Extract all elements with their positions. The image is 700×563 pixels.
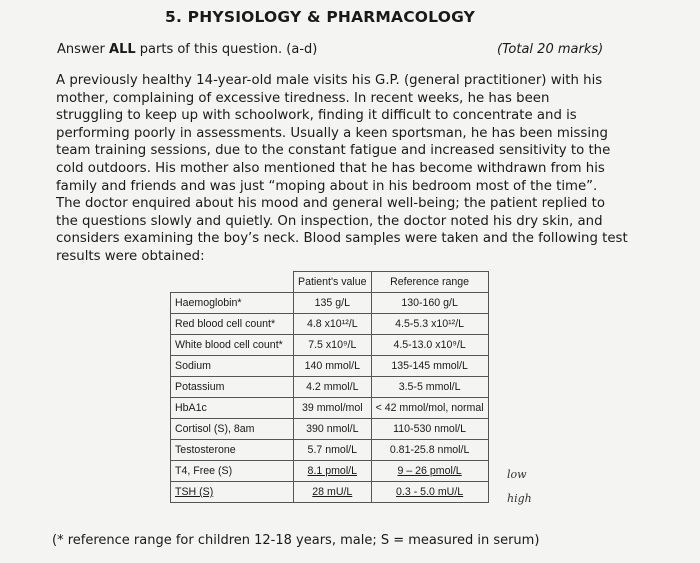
reference-range: 3.5-5 mmol/L [371, 377, 488, 398]
paragraph-line: mother, complaining of excessive tiredness. In recent weeks, he has been [56, 90, 550, 106]
header-patient-value: Patient's value [294, 272, 372, 293]
table-row [171, 398, 489, 419]
paragraph-line: struggling to keep up with schoolwork, finding it difficult to concentrate and is [56, 108, 577, 124]
paragraph-line: team training sessions, due to the constant fatigue and increased sensitivity to the [56, 143, 611, 159]
paragraph-line: results were obtained: [56, 248, 205, 264]
test-name: TSH (S) [171, 482, 294, 503]
header-blank-cell [171, 272, 294, 293]
test-name: White blood cell count* [171, 335, 294, 356]
patient-value: 5.7 nmol/L [294, 440, 372, 461]
paragraph-line: A previously healthy 14-year-old male visits his G.P. (general practitioner) with his [56, 73, 603, 88]
test-name: Haemoglobin* [171, 293, 294, 314]
reference-range: 4.5-5.3 x10¹²/L [371, 314, 488, 335]
case-description [56, 72, 656, 266]
reference-range: < 42 mmol/mol, normal [371, 398, 488, 419]
paragraph-line: cold outdoors. His mother also mentioned that he has become withdrawn from his [56, 160, 605, 176]
paragraph-line: The doctor enquired about his mood and general well-being; the patient replied to [56, 196, 605, 212]
patient-value: 7.5 x10⁹/L [294, 335, 372, 356]
reference-range: 0.3 - 5.0 mU/L [371, 482, 488, 503]
reference-range: 9 – 26 pmol/L [371, 461, 488, 482]
test-name: Testosterone [171, 440, 294, 461]
table-row [171, 461, 489, 482]
test-name: Red blood cell count* [171, 314, 294, 335]
paragraph-line: considers examining the boy’s neck. Blood samples were taken and the following test [56, 231, 628, 247]
table-row [171, 314, 489, 335]
patient-value: 390 nmol/L [294, 419, 372, 440]
section-title: 5. PHYSIOLOGY & PHARMACOLOGY [165, 8, 476, 26]
handwritten-low-note: low [507, 468, 527, 481]
test-name: Cortisol (S), 8am [171, 419, 294, 440]
paragraph-line: performing poorly in assessments. Usually a keen sportsman, he has been missing [56, 125, 608, 141]
handwritten-high-note: high [507, 492, 532, 505]
table-row [171, 335, 489, 356]
patient-value: 28 mU/L [294, 482, 372, 503]
patient-value: 140 mmol/L [294, 356, 372, 377]
total-marks: (Total 20 marks) [497, 42, 604, 57]
reference-range: 4.5-13.0 x10⁹/L [371, 335, 488, 356]
table-row [171, 293, 489, 314]
test-name: HbA1c [171, 398, 294, 419]
patient-value: 4.8 x10¹²/L [294, 314, 372, 335]
reference-range: 130-160 g/L [371, 293, 488, 314]
table-row [171, 440, 489, 461]
table-row [171, 356, 489, 377]
patient-value: 4.2 mmol/L [294, 377, 372, 398]
table-row [171, 482, 489, 503]
instructions-bold: ALL [109, 42, 136, 57]
blood-results-table [170, 271, 489, 503]
patient-value: 39 mmol/mol [294, 398, 372, 419]
table-header-row [171, 272, 489, 293]
reference-range: 0.81-25.8 nmol/L [371, 440, 488, 461]
header-reference-range: Reference range [371, 272, 488, 293]
footnote: (* reference range for children 12-18 years, male; S = measured in serum) [52, 533, 540, 548]
patient-value: 8.1 pmol/L [294, 461, 372, 482]
table-row [171, 377, 489, 398]
instructions-prefix: Answer [57, 42, 110, 57]
table-row [171, 419, 489, 440]
instructions [57, 42, 317, 57]
paragraph-line: family and friends and was just “moping about in his bedroom most of the time”. [56, 178, 598, 194]
test-name: T4, Free (S) [171, 461, 294, 482]
patient-value: 135 g/L [294, 293, 372, 314]
test-name: Potassium [171, 377, 294, 398]
paragraph-line: the questions slowly and quietly. On inspection, the doctor noted his dry skin, and [56, 213, 603, 229]
reference-range: 110-530 nmol/L [371, 419, 488, 440]
reference-range: 135-145 mmol/L [371, 356, 488, 377]
test-name: Sodium [171, 356, 294, 377]
instructions-suffix: parts of this question. (a-d) [135, 42, 318, 57]
